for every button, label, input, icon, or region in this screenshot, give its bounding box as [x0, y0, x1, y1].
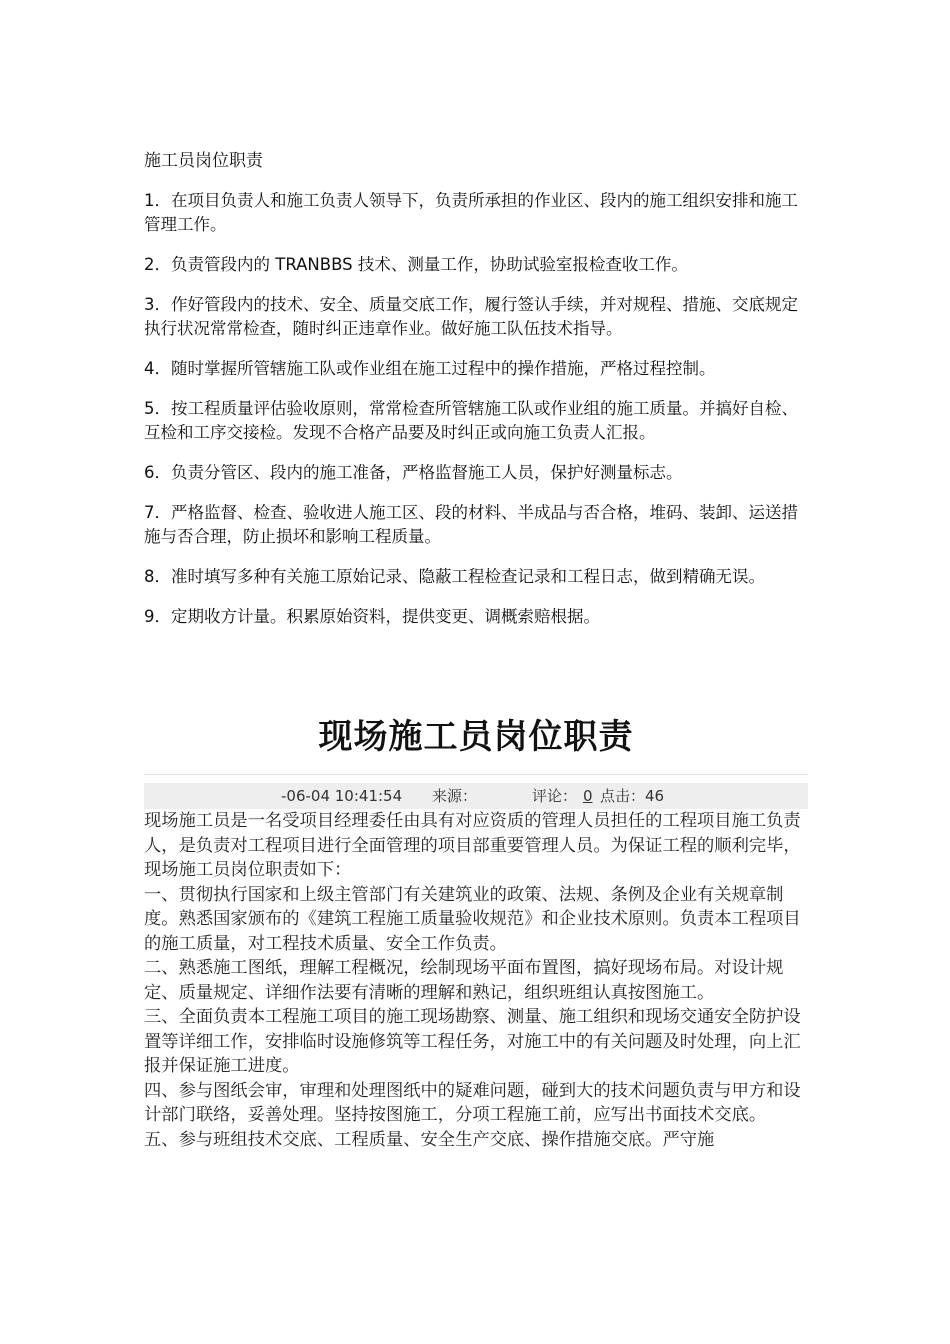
- list-item: 7．严格监督、检查、验收进人施工区、段的材料、半成品与否合格，堆码、装卸、运送措施与否合理，防止损坏和影响工程质量。: [144, 503, 798, 546]
- article-paragraph: 一、贯彻执行国家和上级主管部门有关建筑业的政策、法规、条例及企业有关规章制度。熟悉国家颁布的《建筑工程施工质量验收规范》和企业技术原则。负责本工程项目的施工质量，对工程技术质量、安全工作负责。: [144, 884, 801, 954]
- publish-date: -06-04 10:41:54: [281, 787, 403, 805]
- click-count: 点击：46: [600, 787, 665, 805]
- list-item: 3．作好管段内的技术、安全、质量交底工作，履行签认手续，并对规程、措施、交底规定执行状况常常检查，随时纠正违章作业。做好施工队伍技术指导。: [144, 295, 798, 338]
- list-item: 2．负责管段内的 TRANBBS 技术、测量工作，协助试验室报检查收工作。: [144, 255, 688, 274]
- title-divider: [144, 774, 808, 775]
- article-meta-bar: [144, 783, 808, 809]
- list-item: 8．准时填写多种有关施工原始记录、隐蔽工程检查记录和工程日志，做到精确无误。: [144, 567, 765, 586]
- comment-count-link[interactable]: 0: [583, 787, 593, 805]
- article-paragraph: 二、熟悉施工图纸，理解工程概况，绘制现场平面布置图，搞好现场布局。对设计规定、质量规定、详细作法要有清晰的理解和熟记，组织班组认真按图施工。: [144, 958, 784, 1003]
- list-item: 6．负责分管区、段内的施工准备，严格监督施工人员，保护好测量标志。: [144, 463, 683, 482]
- source-label: 来源：: [432, 787, 478, 805]
- duty-list: [144, 189, 808, 645]
- article-body: [144, 809, 808, 1152]
- list-item: 5．按工程质量评估验收原则，常常检查所管辖施工队或作业组的施工质量。并搞好自检、互检和工序交接检。发现不合格产品要及时纠正或向施工负责人汇报。: [144, 399, 798, 442]
- list-item: 4．随时掌握所管辖施工队或作业组在施工过程中的操作措施，严格过程控制。: [144, 359, 716, 378]
- article-paragraph: 现场施工员是一名受项目经理委任由具有对应资质的管理人员担任的工程项目施工负责人，是负责对工程项目进行全面管理的项目部重要管理人员。为保证工程的顺利完毕，现场施工员岗位职责如下：: [144, 811, 801, 880]
- list-item: 9．定期收方计量。积累原始资料，提供变更、调概索赔根据。: [144, 607, 600, 626]
- article-paragraph: 三、全面负责本工程施工项目的施工现场勘察、测量、施工组织和现场交通安全防护设置等详细工作，安排临时设施修筑等工程任务，对施工中的有关问题及时处理，向上汇报并保证施工进度。: [144, 1007, 801, 1076]
- article-paragraph: 四、参与图纸会审，审理和处理图纸中的疑难问题，碰到大的技术问题负责与甲方和设计部门联络，妥善处理。坚持按图施工，分项工程施工前，应写出书面技术交底。: [144, 1080, 801, 1125]
- article-title: 现场施工员岗位职责: [318, 717, 634, 757]
- document-title: 施工员岗位职责: [144, 151, 263, 171]
- list-item: 1．在项目负责人和施工负责人领导下，负责所承担的作业区、段内的施工组织安排和施工管理工作。: [144, 191, 798, 234]
- article-paragraph: 五、参与班组技术交底、工程质量、安全生产交底、操作措施交底。严守施: [144, 1129, 715, 1150]
- comment-label: 评论：: [532, 787, 578, 805]
